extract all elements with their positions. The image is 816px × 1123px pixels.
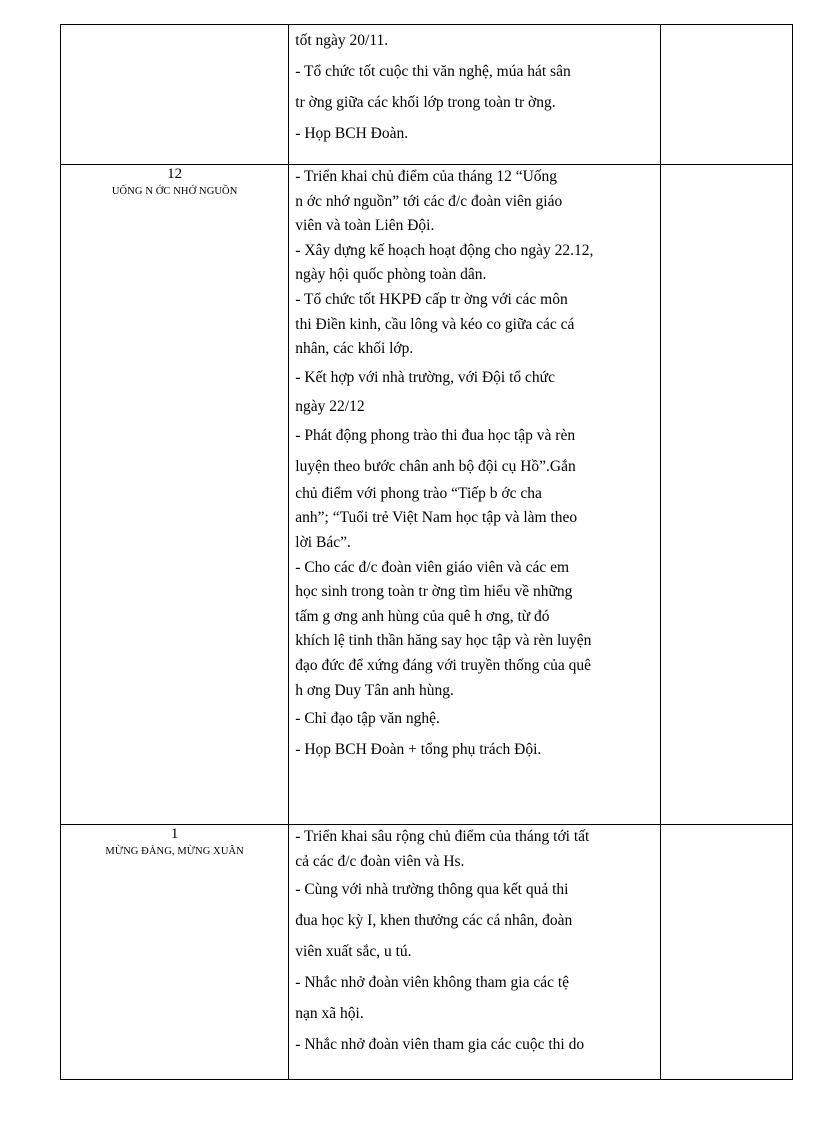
content-line: thi Điền kinh, cầu lông và kéo co giữa các cá: [295, 315, 575, 333]
content-line: - Triển khai sâu rộng chủ điểm của tháng tới tất: [295, 828, 590, 845]
content-line: tr ờng giữa các khối lớp trong toàn tr ờng.: [295, 94, 556, 111]
content-line: - Tổ chức tốt cuộc thi văn nghệ, múa hát sân: [295, 63, 571, 80]
content-line: tốt ngày 20/11.: [295, 32, 389, 49]
month-number: [61, 25, 288, 26]
content-line: nạn xã hội.: [295, 1005, 364, 1023]
month-cell: [61, 825, 289, 1080]
month-theme: MỪNG ĐẢNG, MỪNG XUÂN: [105, 846, 244, 857]
content-line: cả các đ/c đoàn viên và Hs.: [295, 852, 465, 870]
content-line: - Xây dựng kế hoạch hoạt động cho ngày 22.12,: [295, 241, 594, 259]
table-row: [61, 165, 793, 825]
month-theme: UỐNG N ỚC NHỚ NGUỒN: [111, 186, 238, 197]
content-line: nhân, các khối lớp.: [295, 340, 414, 358]
content-line: - Họp BCH Đoàn + tổng phụ trách Đội.: [295, 741, 542, 759]
content-line: - Kết hợp với nhà trường, với Đội tổ chức: [295, 368, 555, 386]
content-line: n ớc nhớ nguồn” tới các đ/c đoàn viên giáo: [295, 192, 563, 210]
content-line: - Họp BCH Đoàn.: [295, 125, 409, 142]
content-cell: [289, 25, 661, 165]
note-cell: [660, 825, 792, 1080]
content-cell: [289, 825, 661, 1080]
content-line: - Nhắc nhở đoàn viên không tham gia các tệ: [295, 974, 570, 992]
table-row: [61, 25, 793, 165]
content-line: ngày hội quốc phòng toàn dân.: [295, 266, 487, 284]
content-line: khích lệ tinh thần hăng say học tập và rèn luyện: [295, 632, 592, 650]
content-line: - Nhắc nhở đoàn viên tham gia các cuộc thi do: [295, 1036, 585, 1054]
content-line: - Phát động phong trào thi đua học tập và rèn: [295, 426, 576, 444]
content-line: ngày 22/12: [295, 397, 365, 415]
content-line: h ơng Duy Tân anh hùng.: [295, 681, 454, 699]
month-number: 1: [170, 826, 179, 842]
content-line: viên và toàn Liên Đội.: [295, 217, 435, 235]
content-line: học sinh trong toàn tr ờng tìm hiểu về những: [295, 583, 573, 601]
note-cell: [660, 25, 792, 165]
note-cell: [660, 165, 792, 825]
content-line: - Chỉ đạo tập văn nghệ.: [295, 710, 440, 728]
table-row: [61, 825, 793, 1080]
content-line: viên xuất sắc, u tú.: [295, 943, 412, 961]
month-number: 12: [167, 166, 183, 182]
month-cell: [61, 165, 289, 825]
content-line: luyện theo bước chân anh bộ đội cụ Hồ”.Gắn: [295, 457, 576, 475]
content-line: - Tổ chức tốt HKPĐ cấp tr ờng với các môn: [295, 290, 568, 308]
content-line: - Triển khai chủ điểm của tháng 12 “Uống: [295, 168, 558, 185]
content-line: - Cùng với nhà trường thông qua kết quả thi: [295, 881, 569, 899]
content-line: đua học kỳ I, khen thưởng các cá nhân, đoàn: [295, 912, 573, 930]
content-line: tấm g ơng anh hùng của quê h ơng, từ đó: [295, 607, 550, 625]
content-line: lời Bác”.: [295, 533, 351, 551]
content-cell: [289, 165, 661, 825]
month-cell: [61, 25, 289, 165]
content-line: đạo đức để xứng đáng với truyền thống của quê: [295, 656, 592, 674]
content-line: anh”; “Tuổi trẻ Việt Nam học tập và làm theo: [295, 509, 578, 527]
content-line: - Cho các đ/c đoàn viên giáo viên và các em: [295, 558, 570, 576]
content-line: chủ điểm với phong trào “Tiếp b ớc cha: [295, 484, 542, 502]
activity-plan-table: [60, 24, 793, 1080]
